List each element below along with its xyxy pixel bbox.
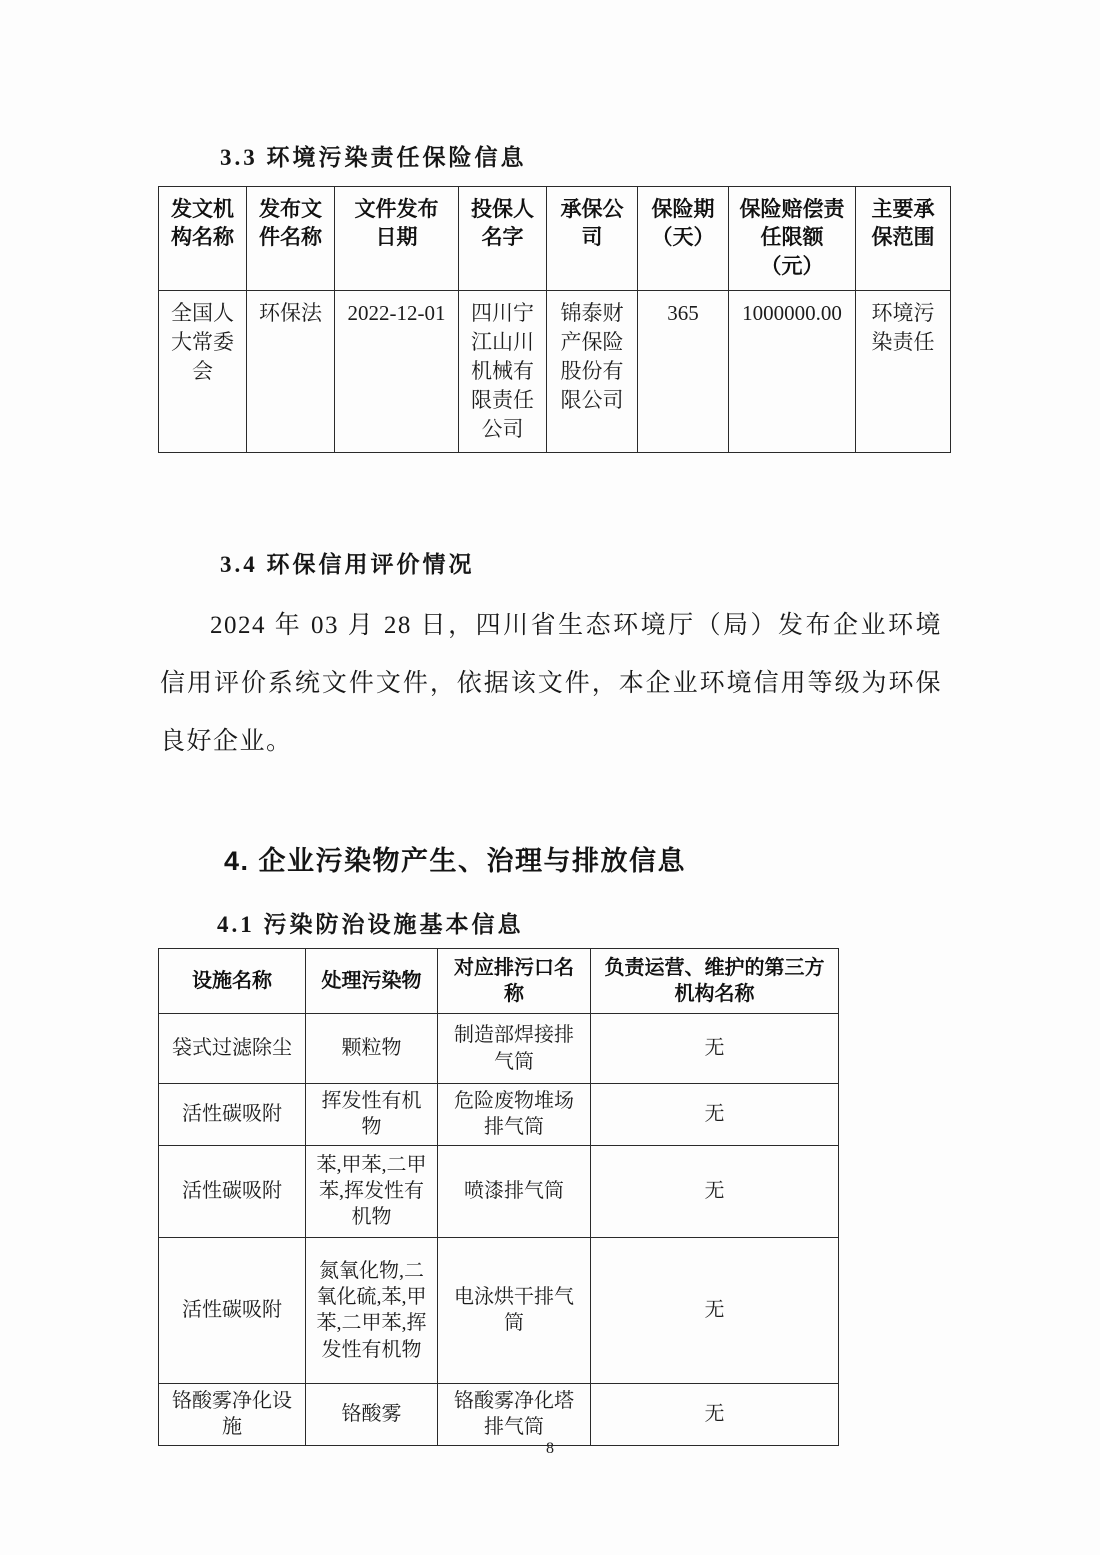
section-3-4-heading: 3.4 环保信用评价情况 <box>220 552 475 577</box>
table-row <box>159 1383 839 1445</box>
table-cell: 全国人大常委会 <box>159 291 247 453</box>
column-header: 发布文件名称 <box>247 187 335 291</box>
table-cell: 喷漆排气筒 <box>438 1145 591 1237</box>
credit-evaluation-paragraph: 2024 年 03 月 28 日，四川省生态环境厅（局）发布企业环境信用评价系统文件文件，依据该文件，本企业环境信用等级为环保良好企业。 <box>160 612 942 755</box>
section-3-3-heading: 3.3 环境污染责任保险信息 <box>220 145 527 170</box>
facility-table <box>158 948 839 1446</box>
section-4-1-heading: 4.1 污染防治设施基本信息 <box>217 912 524 937</box>
table-row <box>159 1145 839 1237</box>
table-cell: 危险废物堆场排气筒 <box>438 1084 591 1146</box>
table-row <box>159 291 951 453</box>
insurance-table-header-row <box>159 187 951 291</box>
table-row <box>159 1237 839 1383</box>
table-cell: 制造部焊接排气筒 <box>438 1014 591 1084</box>
table-cell: 环保法 <box>247 291 335 453</box>
column-header: 对应排污口名称 <box>438 949 591 1014</box>
insurance-table <box>158 186 951 453</box>
table-cell: 活性碳吸附 <box>159 1145 306 1237</box>
table-cell: 无 <box>591 1014 839 1084</box>
table-cell: 活性碳吸附 <box>159 1237 306 1383</box>
column-header: 负责运营、维护的第三方机构名称 <box>591 949 839 1014</box>
table-cell: 苯,甲苯,二甲苯,挥发性有机物 <box>306 1145 438 1237</box>
table-row <box>159 1014 839 1084</box>
page-number: 8 <box>546 1440 554 1457</box>
column-header: 文件发布日期 <box>335 187 459 291</box>
table-cell: 铬酸雾净化设施 <box>159 1383 306 1445</box>
table-cell: 四川宁江山川机械有限责任公司 <box>459 291 547 453</box>
column-header: 发文机构名称 <box>159 187 247 291</box>
table-cell: 2022-12-01 <box>335 291 459 453</box>
column-header: 投保人名字 <box>459 187 547 291</box>
table-cell: 电泳烘干排气筒 <box>438 1237 591 1383</box>
column-header: 承保公司 <box>547 187 638 291</box>
section-4-heading: 4. 企业污染物产生、治理与排放信息 <box>224 846 687 876</box>
table-cell: 无 <box>591 1383 839 1445</box>
facility-table-header-row <box>159 949 839 1014</box>
column-header: 设施名称 <box>159 949 306 1014</box>
column-header: 保险赔偿责任限额（元） <box>729 187 856 291</box>
table-cell: 氮氧化物,二氧化硫,苯,甲苯,二甲苯,挥发性有机物 <box>306 1237 438 1383</box>
table-cell: 颗粒物 <box>306 1014 438 1084</box>
table-cell: 袋式过滤除尘 <box>159 1014 306 1084</box>
table-cell: 活性碳吸附 <box>159 1084 306 1146</box>
table-cell: 1000000.00 <box>729 291 856 453</box>
table-cell: 挥发性有机物 <box>306 1084 438 1146</box>
table-row <box>159 1084 839 1146</box>
table-cell: 环境污染责任 <box>856 291 951 453</box>
table-cell: 无 <box>591 1237 839 1383</box>
table-cell: 锦泰财产保险股份有限公司 <box>547 291 638 453</box>
column-header: 保险期（天） <box>638 187 729 291</box>
table-cell: 无 <box>591 1145 839 1237</box>
column-header: 主要承保范围 <box>856 187 951 291</box>
table-cell: 无 <box>591 1084 839 1146</box>
column-header: 处理污染物 <box>306 949 438 1014</box>
table-cell: 铬酸雾 <box>306 1383 438 1445</box>
table-cell: 365 <box>638 291 729 453</box>
table-cell: 铬酸雾净化塔排气筒 <box>438 1383 591 1445</box>
